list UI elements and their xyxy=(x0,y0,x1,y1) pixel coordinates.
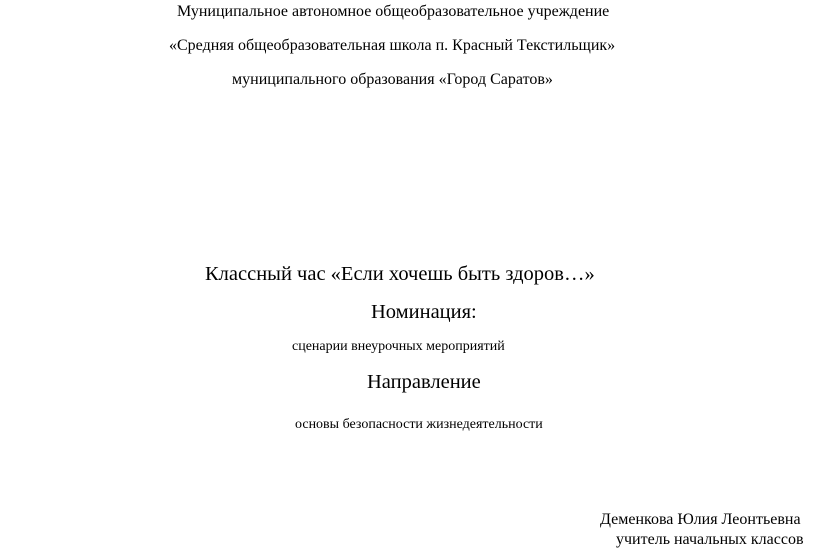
institution-line-3: муниципального образования «Город Саратов» xyxy=(232,71,553,88)
author-role: учитель начальных классов xyxy=(616,531,804,548)
document-title: Классный час «Если хочешь быть здоров…» xyxy=(205,263,595,285)
nomination-label: Номинация: xyxy=(371,301,477,323)
institution-line-2: «Средняя общеобразовательная школа п. Красный Текстильщик» xyxy=(169,37,616,54)
direction-value: основы безопасности жизнедеятельности xyxy=(295,417,543,432)
nomination-value: сценарии внеурочных мероприятий xyxy=(292,339,505,354)
direction-label: Направление xyxy=(367,371,481,393)
author-name: Деменкова Юлия Леонтьевна xyxy=(600,511,801,528)
institution-line-1: Муниципальное автономное общеобразовательное учреждение xyxy=(177,3,610,20)
